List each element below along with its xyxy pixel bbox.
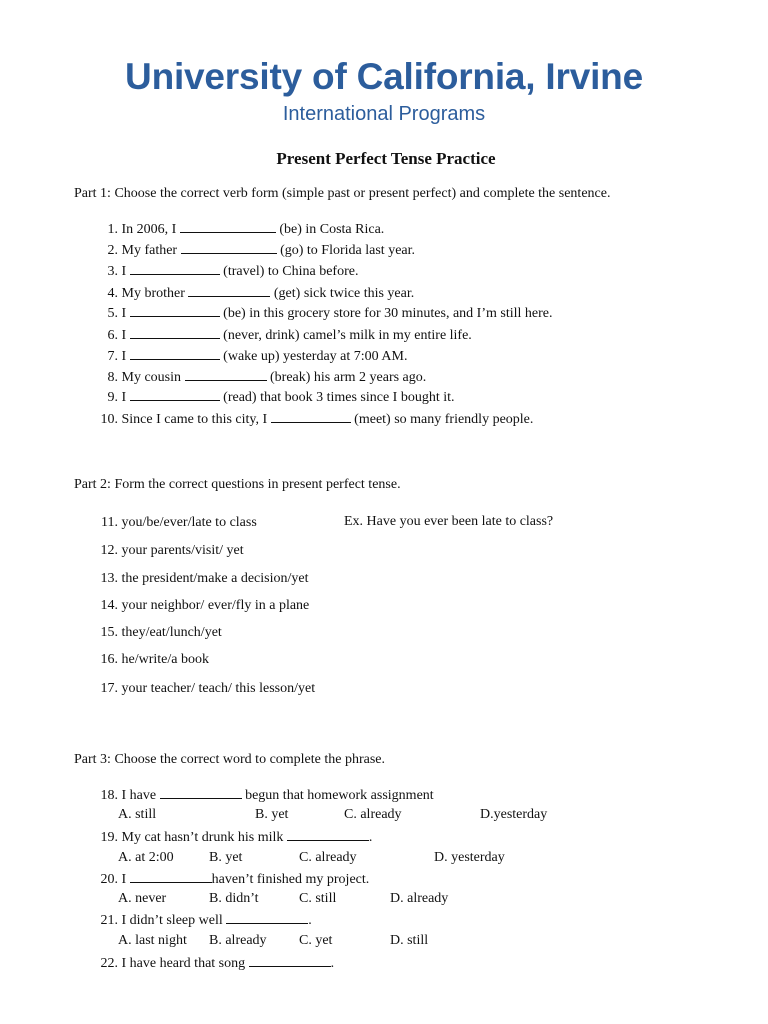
list-item: 1. In 2006, I (be) in Costa Rica. (107, 222, 385, 237)
option-a[interactable]: A. still (118, 807, 157, 822)
option-d[interactable]: D.yesterday (480, 807, 548, 822)
answer-blank[interactable] (130, 304, 220, 317)
list-item: 10. Since I came to this city, I (meet) so many friendly people. (100, 412, 534, 427)
option-a[interactable]: A. never (118, 891, 167, 906)
list-item: 9. I (read) that book 3 times since I bought it. (107, 390, 455, 405)
answer-blank[interactable] (180, 220, 276, 233)
list-item: 18. I have begun that homework assignment (100, 788, 434, 803)
list-item: 21. I didn’t sleep well . (100, 913, 312, 928)
answer-blank[interactable] (130, 347, 220, 360)
list-item: 11. you/be/ever/late to class (101, 515, 257, 530)
list-item: 8. My cousin (break) his arm 2 years ago. (107, 370, 427, 385)
option-c[interactable]: C. already (299, 850, 357, 865)
list-item: 4. My brother (get) sick twice this year. (107, 286, 415, 301)
list-item: 13. the president/make a decision/yet (100, 571, 309, 586)
list-item: 20. I haven’t finished my project. (100, 872, 370, 887)
answer-blank[interactable] (130, 262, 220, 275)
answer-blank[interactable] (130, 388, 220, 401)
part2-heading: Part 2: Form the correct questions in present perfect tense. (74, 477, 401, 492)
option-b[interactable]: B. yet (209, 850, 243, 865)
list-item: 22. I have heard that song . (100, 956, 335, 971)
list-item: 16. he/write/a book (100, 652, 209, 667)
option-d[interactable]: D. already (390, 891, 449, 906)
answer-blank[interactable] (287, 828, 369, 841)
list-item: 3. I (travel) to China before. (107, 264, 359, 279)
option-c[interactable]: C. still (299, 891, 337, 906)
answer-blank[interactable] (130, 870, 212, 883)
answer-blank[interactable] (188, 284, 270, 297)
option-b[interactable]: B. yet (255, 807, 289, 822)
part3-heading: Part 3: Choose the correct word to complete the phrase. (74, 752, 386, 767)
answer-blank[interactable] (185, 368, 267, 381)
answer-blank[interactable] (249, 954, 331, 967)
option-d[interactable]: D. still (390, 933, 429, 948)
list-item: 17. your teacher/ teach/ this lesson/yet (100, 681, 316, 696)
answer-blank[interactable] (181, 241, 277, 254)
list-item: 2. My father (go) to Florida last year. (107, 243, 416, 258)
option-a[interactable]: A. last night (118, 933, 187, 948)
programs-subtitle: International Programs (282, 103, 486, 125)
university-name: University of California, Irvine (125, 56, 643, 97)
option-c[interactable]: C. already (344, 807, 402, 822)
list-item: 12. your parents/visit/ yet (100, 543, 244, 558)
option-d[interactable]: D. yesterday (434, 850, 505, 865)
list-item: 5. I (be) in this grocery store for 30 minutes, and I’m still here. (107, 306, 553, 321)
part1-heading: Part 1: Choose the correct verb form (simple past or present perfect) and complete the sentence. (74, 186, 611, 201)
example-answer: Ex. Have you ever been late to class? (344, 514, 554, 529)
list-item: 14. your neighbor/ ever/fly in a plane (100, 598, 310, 613)
list-item: 6. I (never, drink) camel’s milk in my entire life. (107, 328, 472, 343)
option-b[interactable]: B. already (209, 933, 267, 948)
answer-blank[interactable] (130, 326, 220, 339)
answer-blank[interactable] (226, 911, 308, 924)
list-item: 7. I (wake up) yesterday at 7:00 AM. (107, 349, 408, 364)
page-title: Present Perfect Tense Practice (276, 149, 496, 168)
list-item: 19. My cat hasn’t drunk his milk . (100, 830, 373, 845)
answer-blank[interactable] (160, 786, 242, 799)
list-item: 15. they/eat/lunch/yet (100, 625, 222, 640)
answer-blank[interactable] (271, 410, 351, 423)
option-c[interactable]: C. yet (299, 933, 333, 948)
option-a[interactable]: A. at 2:00 (118, 850, 174, 865)
option-b[interactable]: B. didn’t (209, 891, 259, 906)
